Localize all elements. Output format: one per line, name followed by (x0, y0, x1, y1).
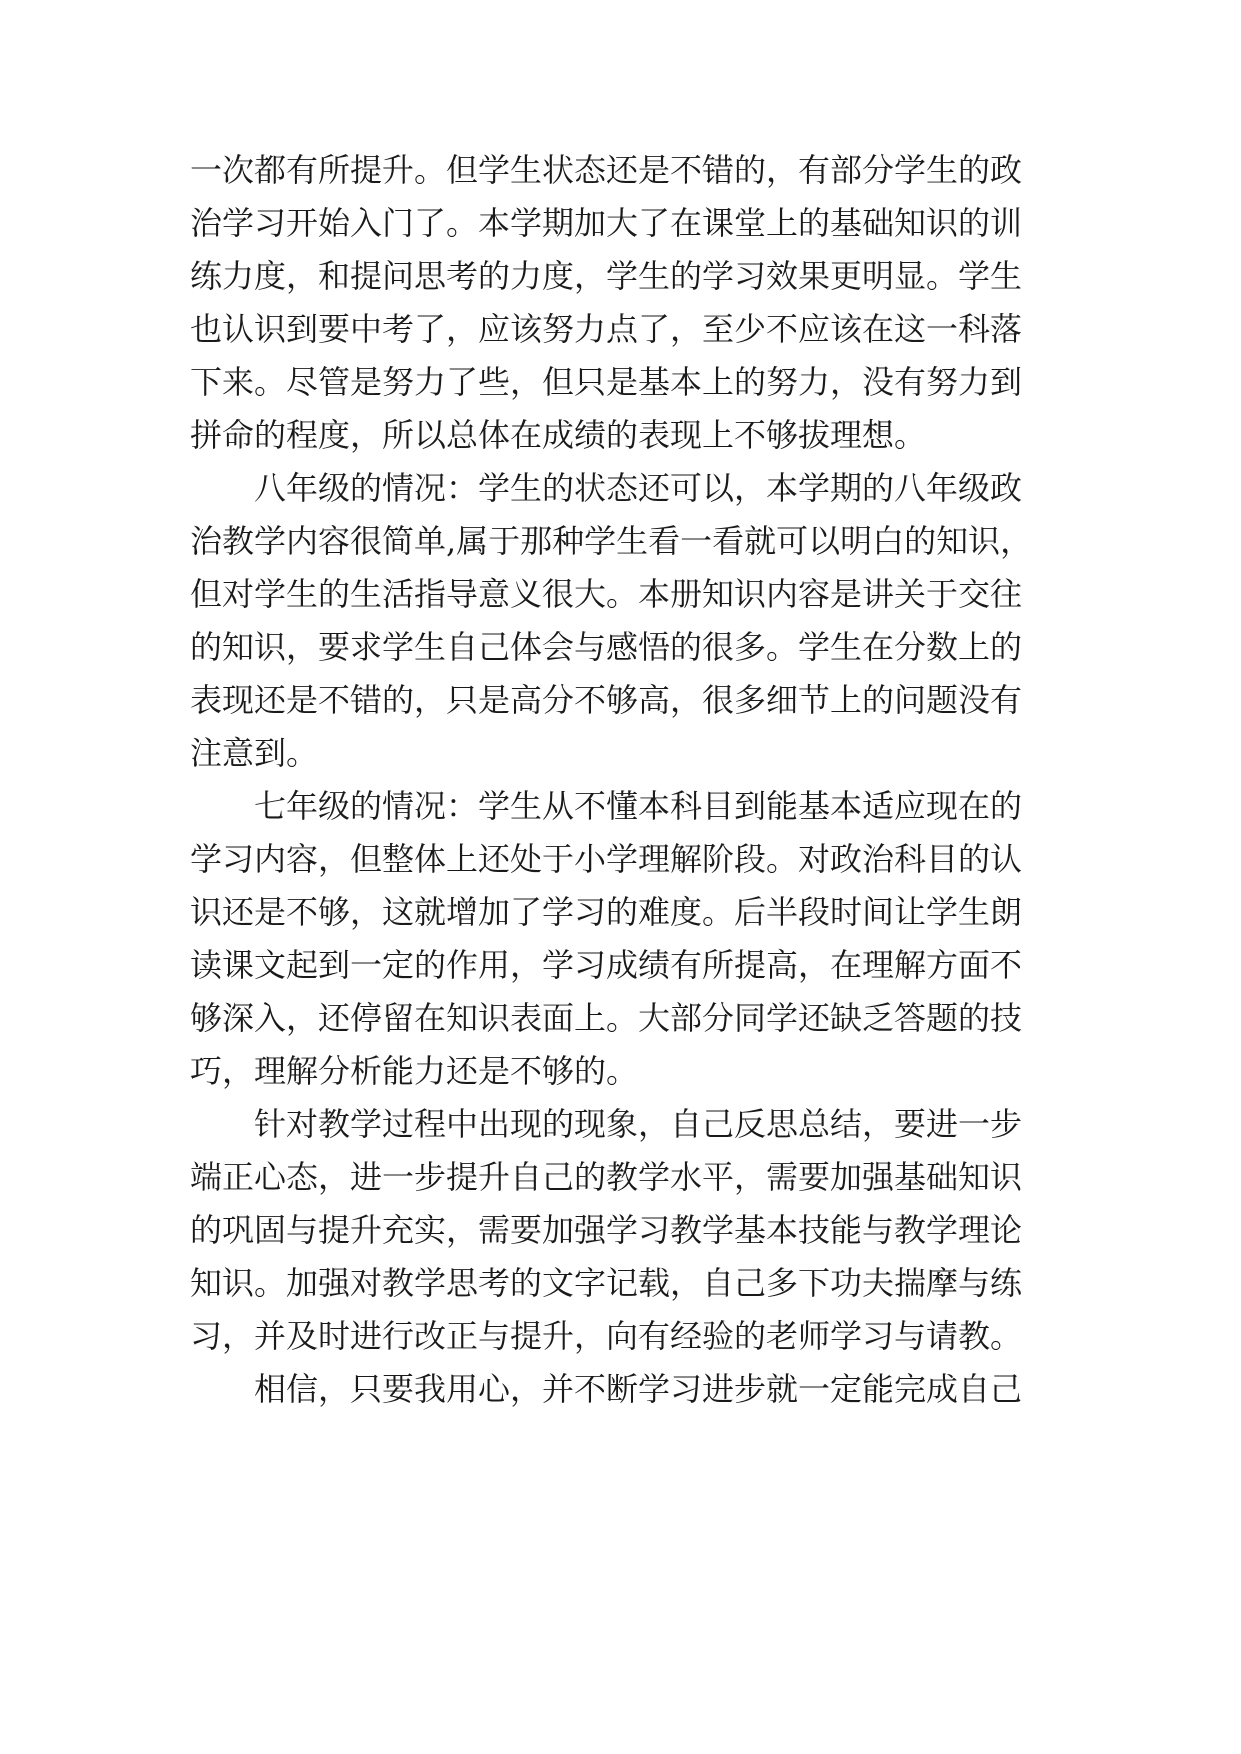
text-line: 的巩固与提升充实，需要加强学习教学基本技能与教学理论 (190, 1211, 1023, 1249)
text-line: 下来。尽管是努力了些，但只是基本上的努力，没有努力到 (190, 363, 1023, 401)
text-line: 拼命的程度，所以总体在成绩的表现上不够拔理想。 (190, 416, 927, 454)
text-line: 的知识，要求学生自己体会与感悟的很多。学生在分数上的 (190, 628, 1023, 666)
text-line: 注意到。 (190, 734, 319, 772)
text-line: 识还是不够，这就增加了学习的难度。后半段时间让学生朗 (190, 893, 1023, 931)
text-line: 也认识到要中考了，应该努力点了，至少不应该在这一科落 (190, 310, 1023, 348)
text-line: 习，并及时进行改正与提升，向有经验的老师学习与请教。 (190, 1317, 1023, 1355)
paragraph-first-line: 针对教学过程中出现的现象，自己反思总结，要进一步 (254, 1105, 1023, 1143)
text-line: 巧，理解分析能力还是不够的。 (190, 1052, 639, 1090)
text-line: 但对学生的生活指导意义很大。本册知识内容是讲关于交往 (190, 575, 1023, 613)
text-line: 知识。加强对教学思考的文字记载，自己多下功夫揣摩与练 (190, 1264, 1023, 1302)
text-line: 表现还是不错的，只是高分不够高，很多细节上的问题没有 (190, 681, 1023, 719)
text-line: 一次都有所提升。但学生状态还是不错的，有部分学生的政 (190, 151, 1023, 189)
text-line: 治教学内容很简单,属于那种学生看一看就可以明白的知识， (190, 522, 1033, 560)
text-line: 练力度，和提问思考的力度，学生的学习效果更明显。学生 (190, 257, 1023, 295)
text-line: 读课文起到一定的作用，学习成绩有所提高，在理解方面不 (190, 946, 1023, 984)
text-line: 够深入，还停留在知识表面上。大部分同学还缺乏答题的技 (190, 999, 1023, 1037)
paragraph-first-line: 八年级的情况：学生的状态还可以，本学期的八年级政 (254, 469, 1023, 507)
text-line: 学习内容，但整体上还处于小学理解阶段。对政治科目的认 (190, 840, 1023, 878)
text-line: 端正心态，进一步提升自己的教学水平，需要加强基础知识 (190, 1158, 1023, 1196)
text-line: 治学习开始入门了。本学期加大了在课堂上的基础知识的训 (190, 204, 1023, 242)
paragraph-first-line: 相信，只要我用心，并不断学习进步就一定能完成自己 (254, 1370, 1023, 1408)
paragraph-first-line: 七年级的情况：学生从不懂本科目到能基本适应现在的 (254, 787, 1023, 825)
